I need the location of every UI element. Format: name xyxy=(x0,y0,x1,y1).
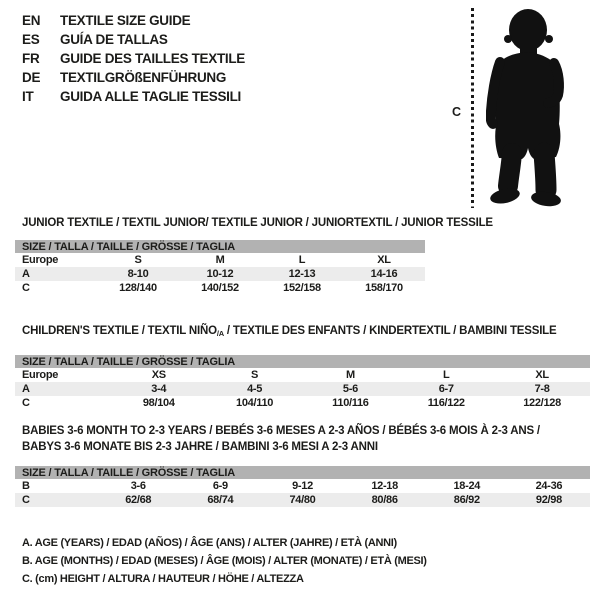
size-cell: 9-12 xyxy=(292,480,313,492)
table-row xyxy=(15,281,425,295)
size-cell: S xyxy=(134,254,142,266)
section-title-line: BABIES 3-6 MONTH TO 2-3 YEARS / BEBÉS 3-6 MESES A 2-3 AÑOS / BÉBÉS 3-6 MOIS À 2-3 ANS / xyxy=(22,425,540,437)
size-cell: 152/158 xyxy=(283,282,321,294)
size-cell: XL xyxy=(535,369,549,381)
language-row xyxy=(22,87,245,106)
size-cell: 10-12 xyxy=(206,268,234,280)
size-header-bar: SIZE / TALLA / TAILLE / GRÖSSE / TAGLIA xyxy=(15,466,590,479)
table-row xyxy=(15,267,425,281)
size-cell: 12-18 xyxy=(371,480,398,492)
size-cell: 12-13 xyxy=(288,268,316,280)
size-cell: 104/110 xyxy=(236,397,274,409)
size-cell: 3-6 xyxy=(130,480,146,492)
table-row xyxy=(15,382,590,396)
size-header-bar: SIZE / TALLA / TAILLE / GRÖSSE / TAGLIA xyxy=(15,355,590,368)
size-cell: 8-10 xyxy=(127,268,149,280)
row-label: Europe xyxy=(22,369,59,381)
language-code: ES xyxy=(22,32,40,47)
size-cell: L xyxy=(443,369,450,381)
table-row xyxy=(15,396,590,410)
size-cell: 24-36 xyxy=(535,480,563,492)
row-label: A xyxy=(22,383,30,395)
childrens-textile-section xyxy=(15,323,590,410)
language-row xyxy=(22,49,245,68)
size-cell: 68/74 xyxy=(207,494,234,506)
legend-line-c: C. (cm) HEIGHT / ALTURA / HAUTEUR / HÖHE / ALTEZZA xyxy=(22,573,304,585)
language-code: EN xyxy=(22,13,41,28)
size-cell: 6-7 xyxy=(438,383,454,395)
babies-section xyxy=(15,423,590,507)
section-title xyxy=(15,423,590,455)
height-measure-dotted-line xyxy=(471,8,474,208)
guide-title: TEXTILE SIZE GUIDE xyxy=(60,13,191,28)
table-row xyxy=(15,479,590,493)
size-cell: 5-6 xyxy=(342,383,358,395)
row-label: C xyxy=(22,282,30,294)
measurement-legend xyxy=(22,534,427,588)
size-table xyxy=(15,466,590,507)
language-row xyxy=(22,30,245,49)
size-cell: M xyxy=(215,254,225,266)
size-cell: 74/80 xyxy=(289,494,316,506)
size-cell: 116/122 xyxy=(427,397,465,409)
height-measure-label: C xyxy=(452,105,461,119)
section-title xyxy=(15,215,590,231)
row-label: A xyxy=(22,268,30,280)
language-row xyxy=(22,68,245,87)
size-cell: 110/116 xyxy=(332,397,369,409)
size-table xyxy=(15,240,425,295)
size-cell: 98/104 xyxy=(142,397,175,409)
table-row xyxy=(15,493,590,507)
table-row xyxy=(15,368,590,382)
row-label: Europe xyxy=(22,254,59,266)
language-code: IT xyxy=(22,89,34,104)
size-cell: M xyxy=(345,369,355,381)
size-cell: 140/152 xyxy=(201,282,239,294)
size-cell: 80/86 xyxy=(371,494,398,506)
size-cell: 4-5 xyxy=(247,383,263,395)
size-header-bar: SIZE / TALLA / TAILLE / GRÖSSE / TAGLIA xyxy=(15,240,425,253)
baby-silhouette-icon xyxy=(486,8,568,208)
language-header xyxy=(22,11,245,106)
row-label: C xyxy=(22,494,30,506)
size-cell: 122/128 xyxy=(523,397,561,409)
size-cell: 3-4 xyxy=(151,383,167,395)
language-code: FR xyxy=(22,51,40,66)
guide-title: GUIDE DES TAILLES TEXTILE xyxy=(60,51,246,66)
size-cell: 6-9 xyxy=(212,480,228,492)
size-cell: 62/68 xyxy=(125,494,152,506)
row-label: C xyxy=(22,397,30,409)
size-cell: XS xyxy=(151,369,166,381)
guide-title: GUÍA DE TALLAS xyxy=(60,32,168,47)
section-title xyxy=(15,323,590,342)
size-cell: 86/92 xyxy=(453,494,480,506)
language-row xyxy=(22,11,245,30)
size-cell: 14-16 xyxy=(370,268,398,280)
size-cell: XL xyxy=(377,254,391,266)
size-cell: 128/140 xyxy=(119,282,157,294)
size-cell: L xyxy=(298,254,306,266)
size-cell: 18-24 xyxy=(453,480,481,492)
section-title-line: JUNIOR TEXTILE / TEXTIL JUNIOR/ TEXTILE JUNIOR / JUNIORTEXTIL / JUNIOR TESSILE xyxy=(22,217,493,229)
legend-line-b: B. AGE (MONTHS) / EDAD (MESES) / ÂGE (MOIS) / ALTER (MONATE) / ETÀ (MESI) xyxy=(22,555,427,567)
language-code: DE xyxy=(22,70,41,85)
size-cell: 92/98 xyxy=(535,494,562,506)
guide-title: GUIDA ALLE TAGLIE TESSILI xyxy=(60,89,241,104)
section-title-line: BABYS 3-6 MONATE BIS 2-3 JAHRE / BAMBINI 3-6 MESI A 2-3 ANNI xyxy=(22,441,378,453)
size-cell: S xyxy=(251,369,259,381)
size-cell: 7-8 xyxy=(534,383,550,395)
size-cell: 158/170 xyxy=(365,282,403,294)
section-title-line: CHILDREN'S TEXTILE / TEXTIL $NIÑO_{/A}$ / TEXTILE DES ENFANTS / KINDERTEXTIL / BAMBINI TESSILE xyxy=(22,325,557,338)
junior-textile-section xyxy=(15,215,590,295)
size-table xyxy=(15,355,590,410)
table-row xyxy=(15,253,425,267)
legend-line-a: A. AGE (YEARS) / EDAD (AÑOS) / ÂGE (ANS) / ALTER (JAHRE) / ETÀ (ANNI) xyxy=(22,537,397,549)
row-label: B xyxy=(22,480,30,492)
guide-title: TEXTILGRÖßENFÜHRUNG xyxy=(60,70,227,85)
